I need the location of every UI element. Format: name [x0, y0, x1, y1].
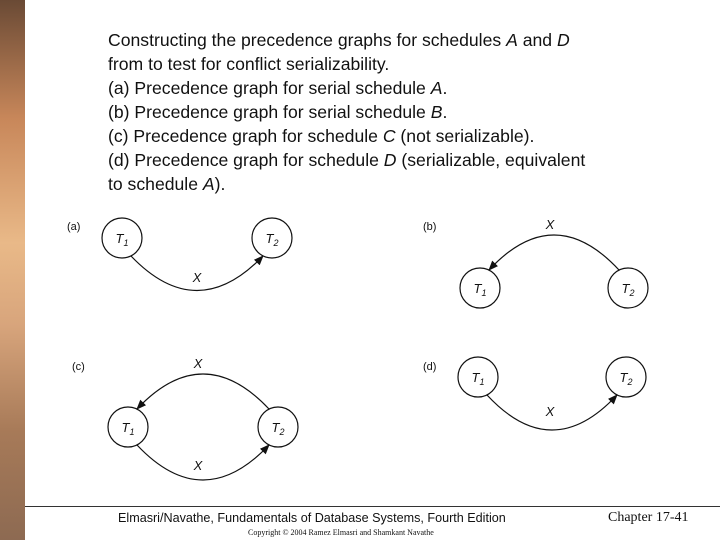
- title-line: (d) Precedence graph for schedule D (serializable, equivalent: [108, 150, 586, 170]
- graph-d-label: (d): [423, 361, 437, 373]
- graph-d: [423, 357, 646, 430]
- graph-d-node-t1-label: $T_1$: [471, 370, 485, 387]
- graph-c-edge-label-top: X: [193, 356, 203, 371]
- title-line: (a) Precedence graph for serial schedule A.: [108, 78, 448, 98]
- slide-title: [108, 28, 708, 196]
- graph-d-edge-label: X: [545, 404, 555, 419]
- graph-c-edge-t1-t2: [137, 445, 269, 480]
- footer-book-title: Elmasri/Navathe, Fundamentals of Database Systems, Fourth Edition: [118, 511, 506, 525]
- graph-c-edge-label-bottom: X: [193, 458, 203, 473]
- graph-c-edge-t2-t1: [137, 374, 269, 409]
- copyright-notice: Copyright © 2004 Ramez Elmasri and Shamkant Navathe: [248, 528, 434, 537]
- graph-a-edge-label: X: [192, 270, 202, 285]
- graph-b-edge-t2-t1: [489, 235, 619, 270]
- graph-a: [67, 218, 292, 291]
- chapter-page-number: Chapter 17-41: [608, 510, 689, 525]
- title-line: Constructing the precedence graphs for schedules A and D: [108, 30, 570, 50]
- graph-b: [423, 217, 648, 308]
- title-line: from to test for conflict serializability.: [108, 54, 390, 74]
- precedence-graphs-diagram: [60, 200, 660, 495]
- title-line: to schedule A).: [108, 174, 226, 194]
- footer-divider: [25, 506, 720, 507]
- graph-b-edge-label: X: [545, 217, 555, 232]
- graph-c-node-t2-label: $T_2$: [271, 420, 285, 437]
- graph-a-node-t1-label: $T_1$: [115, 231, 129, 248]
- title-line: (c) Precedence graph for schedule C (not serializable).: [108, 126, 535, 146]
- graph-c-node-t1-label: $T_1$: [121, 420, 135, 437]
- graph-a-label: (a): [67, 221, 81, 233]
- graph-c: [72, 356, 298, 480]
- graph-b-node-t2-label: $T_2$: [621, 281, 635, 298]
- graph-c-label: (c): [72, 361, 85, 373]
- graph-b-node-t1-label: $T_1$: [473, 281, 487, 298]
- graph-a-node-t2-label: $T_2$: [265, 231, 279, 248]
- title-line: (b) Precedence graph for serial schedule B.: [108, 102, 448, 122]
- decorative-sidebar: [0, 0, 25, 540]
- graph-d-node-t2-label: $T_2$: [619, 370, 633, 387]
- graph-b-label: (b): [423, 221, 437, 233]
